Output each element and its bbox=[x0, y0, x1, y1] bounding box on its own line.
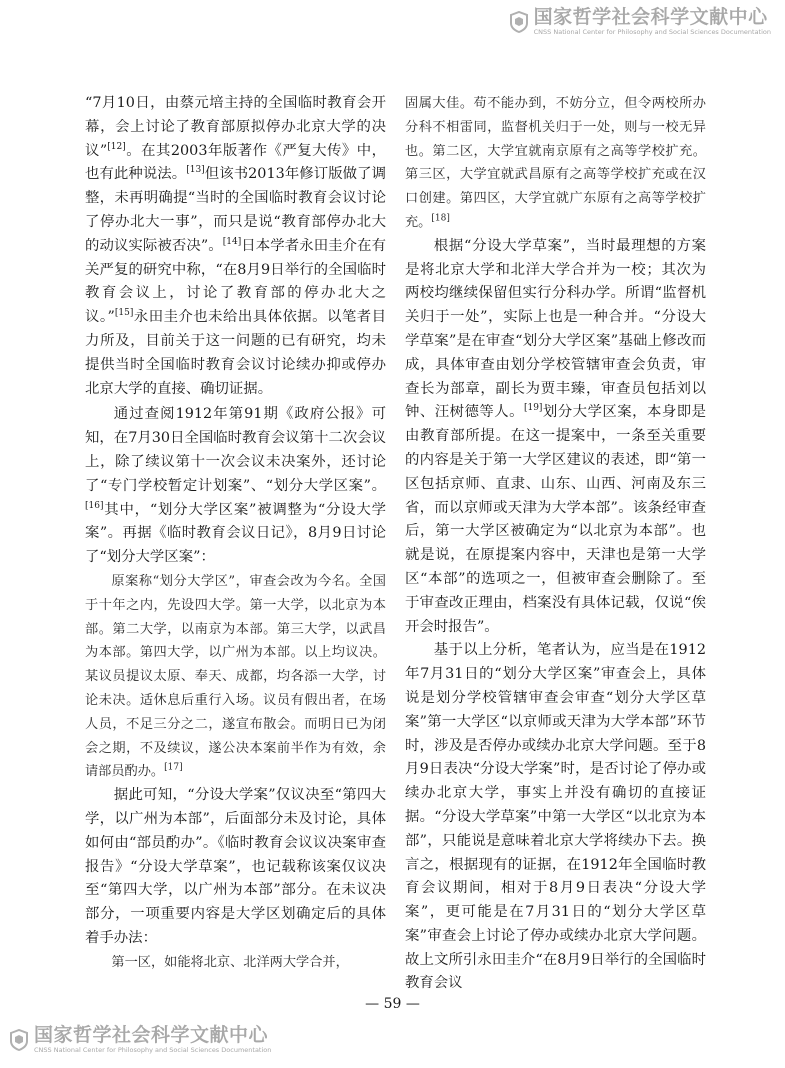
watermark-subtitle bbox=[534, 29, 771, 36]
footnote-ref[interactable]: [19] bbox=[523, 403, 543, 414]
paragraph-1: “7月10日，由蔡元培主持的全国临时教育会开幕，会上讨论了教育部原拟停办北京大学的决议”[12]。在其2003年版著作《严复大传》中，也有此种说法。[13]但该书2013年修订版做了调整，未再明确提“当时的全国临时教育会议讨论了停办北大一事”，而只是说“教育部停办北大的动议实际被否决”。[14]日本学者永田圭介在有关严复的研究中称，“在8月9日举行的全国临时教育会议上，讨论了教育部的停办北大之议。”[15]永田圭介也未给出具体依据。以笔者目力所及，目前关于这一问题的已有研究，均未提供当时全国临时教育会议讨论续办抑或停办北京大学的直接、确切证据。 bbox=[85, 95, 387, 397]
watermark-bottom bbox=[8, 1026, 271, 1054]
footnote-ref[interactable]: [13] bbox=[186, 165, 205, 176]
ncpssd-logo-icon bbox=[8, 1029, 30, 1051]
footnote-ref[interactable]: [18] bbox=[431, 213, 450, 224]
paragraph-3: 据此可知，“分设大学案”仅议决至“第四大学，以广州为本部”，后面部分未及讨论，具体如何由“部员酌办”。《临时教育会议议决案审查报告》“分设大学草案”，也记载称该案仅议决至“第四大学，以广州为本部”部分。在未议决部分，一项重要内容是大学区划确定后的具体着手办法： bbox=[85, 787, 386, 946]
watermark-abbr: CNSS bbox=[533, 28, 552, 36]
block-quote-2-start: 第一区，如能将北京、北洋两大学合并， bbox=[111, 954, 349, 970]
footnote-ref[interactable]: [15] bbox=[114, 308, 134, 319]
watermark-en: National Center for Philosophy and Social Sciences Documentation bbox=[553, 28, 771, 36]
page-number: — 59 — bbox=[365, 996, 420, 1012]
footnote-ref[interactable]: [12] bbox=[107, 141, 126, 152]
footnote-ref[interactable]: [17] bbox=[164, 762, 183, 773]
paragraph-2: 通过查阅1912年第91期《政府公报》可知，在7月30日全国临时教育会议第十二次会议上，除了续议第十一次会议未决案外，还讨论了“专门学校暂定计划案”、“划分大学区案”。[16]其中，“划分大学区案”被调整为“分设大学案”。再据《临时教育会议日记》，8月9日讨论了“划分大学区案”： bbox=[85, 406, 386, 566]
watermark-title: 国家哲学社会科学文献中心 bbox=[533, 6, 768, 28]
footnote-ref[interactable]: [16] bbox=[85, 500, 104, 511]
footnote-ref[interactable]: [14] bbox=[222, 236, 242, 247]
right-column bbox=[405, 92, 706, 996]
watermark-top bbox=[508, 8, 771, 36]
paragraph-5: 基于以上分析，笔者认为，应当是在1912年7月31日的“划分大学区案”审查会上，具体说是划分学校管辖审查会审查“划分大学区草案”第一大学区“以京师或天津为大学本部”环节时，涉及是否停办或续办北京大学问题。至于8月9日表决“分设大学案”时，是否讨论了停办或续办北京大学，事实上并没有确切的直接证据。“分设大学草案”中第一大学区“以北京为本部”，只能说是意味着北京大学将续办下去。换言之，根据现有的证据，在1912年全国临时教育会议期间，相对于8月9日表决“分设大学案”，更可能是在7月31日的“划分大学区草案”审查会上讨论了停办或续办北京大学问题。故上文所引永田圭介“在8月9日举行的全国临时教育会议 bbox=[405, 642, 706, 992]
watermark-abbr: CNSS bbox=[34, 1046, 52, 1054]
ncpssd-logo-icon bbox=[508, 11, 530, 33]
block-quote-1: 原案称“划分大学区”，审查会改为今名。全国于十年之内，先设四大学。第一大学，以北京为本部。第二大学，以南京为本部。第三大学，以武昌为本部。第四大学，以广州为本部。以上均议决。某议员提议太原、奉天、成都，均各添一大学，讨论未决。适休息后重行入场。议员有假出者，在场人员，不足三分之二，遂宣布散会。而明日已为闭会之期，不及续议，遂公决本案前半作为有效，余请部员酌办。[17] bbox=[85, 573, 386, 780]
block-quote-2-cont: 固属大佳。苟不能办到，不妨分立，但令两校所办分科不相雷同，监督机关归于一处，则与一校无异也。第二区，大学宜就南京原有之高等学校扩充。第三区，大学宜就武昌原有之高等学校扩充或在汉口创建。第四区，大学宜就广东原有之高等学校扩充。[18] bbox=[405, 96, 706, 230]
watermark-subtitle bbox=[34, 1047, 271, 1054]
paragraph-4: 根据“分设大学草案”，当时最理想的方案是将北京大学和北洋大学合并为一校；其次为两校均继续保留但实行分科办学。所谓“监督机关归于一处”，实际上也是一种合并。“分设大学草案”是在审查“划分大学区案”基础上修改而成，具体审查由划分学校管辖审查会负责，审查长为部章，副长为贾丰臻，审查员包括刘以钟、汪树德等人。[19]划分大学区案，本身即是由教育部所提。在这一提案中，一条至关重要的内容是关于第一大学区建议的表述，即“第一区包括京师、直隶、山东、山西、河南及东三省，而以京师或天津为大学本部”。该条经审查后，第一大学区被确定为“以北京为本部”。也就是说，在原提案内容中，天津也是第一大学区“本部”的选项之一，但被审查会删除了。至于审查改正理由，档案没有具体记载，仅说“俟开会时报告”。 bbox=[405, 237, 706, 635]
watermark-en: National Center for Philosophy and Social Sciences Documentation bbox=[53, 1046, 272, 1054]
left-column bbox=[85, 92, 386, 974]
watermark-title: 国家哲学社会科学文献中心 bbox=[34, 1024, 269, 1046]
